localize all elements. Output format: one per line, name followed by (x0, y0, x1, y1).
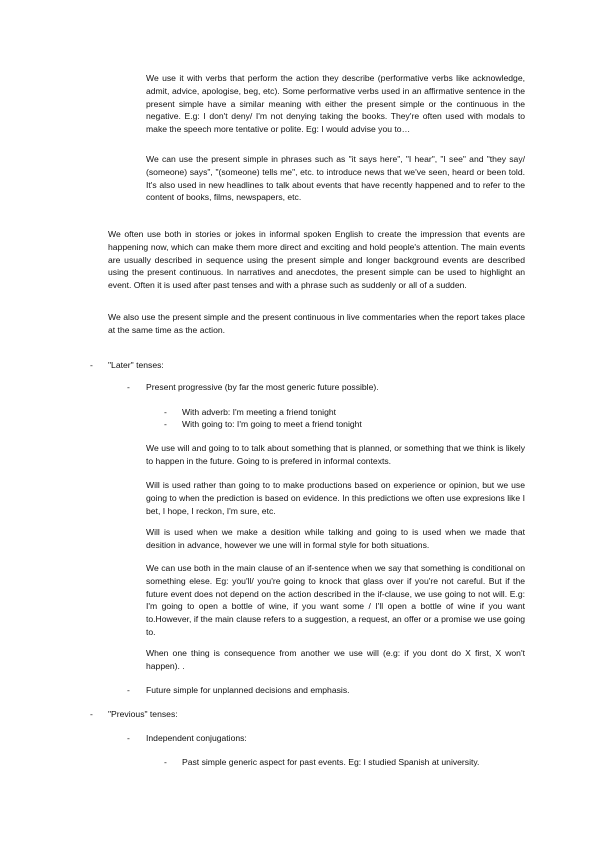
bullet-dash: - (127, 733, 130, 743)
previous-tenses-heading: "Previous" tenses: (108, 709, 178, 719)
later-tenses-heading: "Later" tenses: (108, 360, 164, 370)
will-going-to-paragraph: We use will and going to to talk about something that is planned, or something that we think is likely to happen in the future. Going to is prefered in informal contexts. (146, 443, 525, 466)
live-commentaries-paragraph: We also use the present simple and the present continuous in live commentaries when the report takes place at the same time as the action. (108, 312, 525, 335)
past-simple-item: Past simple generic aspect for past events. Eg: I studied Spanish at university. (182, 757, 480, 767)
bullet-dash: - (127, 685, 130, 695)
bullet-dash: - (90, 360, 93, 370)
independent-conjugations-item: Independent conjugations: (146, 733, 247, 743)
bullet-dash: - (164, 407, 167, 417)
if-sentence-paragraph: We can use both in the main clause of an if-sentence when we say that something is conditional on something elese. Eg: you'll/ you're going to knock that glass over if you're not careful. But if the future event does not depend on the action described in the if-clause, we use going to not will. E.g: I'm going to open a bottle of wine, if you want some / I'll open a bottle of wine if you want to.However, if the main clause refers to a suggestion, a request, an offer or a promise we use going to. (146, 563, 525, 637)
predictions-paragraph: Will is used rather than going to to make productions based on experience or opinion, but we use going to when the prediction is based on evidence. In this predictions we often use expresions like I bet, I hope, I reckon, I'm sure, etc. (146, 480, 525, 516)
future-simple-item: Future simple for unplanned decisions and emphasis. (146, 685, 350, 695)
stories-jokes-paragraph: We often use both in stories or jokes in informal spoken English to create the impression that events are happening now, which can make them more direct and exciting and hold people's attention. The main events are usually described in sequence using the present simple and longer background events are described using the present continuous. In narratives and anecdotes, the present simple can be used to highlight an event. Often it is used after past tenses and with a phrase such as suddenly or all of a sudden. (108, 229, 525, 291)
consequence-paragraph: When one thing is consequence from another we use will (e.g: if you dont do X first, X won't happen). . (146, 648, 525, 671)
news-phrases-paragraph: We can use the present simple in phrases such as "it says here", "I hear", "I see" and "they say/ (someone) says", "(someone) tells me", etc. to introduce news that we've seen, heard or been told. It's also used in new headlines to talk about events that have recently happened and to refer to the content of books, films, newspapers, etc. (146, 154, 525, 203)
with-adverb-item: With adverb: I'm meeting a friend tonight (182, 407, 337, 417)
decisions-paragraph: Will is used when we make a desition while talking and going to is used when we made that desition in advance, however we une will in formal style for both situations. (146, 527, 525, 550)
bullet-dash: - (164, 757, 167, 767)
performative-verbs-paragraph: We use it with verbs that perform the action they describe (performative verbs like acknowledge, admit, advice, apologise, beg, etc). Some performative verbs used in an affirmative sentence in the present simple have a similar meaning with either the present simple or the continuous in the negative. E.g: I don't deny/ I'm not denying taking the books. They're often used with modals to make the speech more tentative or polite. Eg: I would advise you to… (146, 73, 525, 135)
present-progressive-item: Present progressive (by far the most generic future possible). (146, 382, 379, 392)
bullet-dash: - (127, 382, 130, 392)
bullet-dash: - (90, 709, 93, 719)
with-going-to-item: With going to: I'm going to meet a friend tonight (182, 419, 362, 429)
bullet-dash: - (164, 419, 167, 429)
